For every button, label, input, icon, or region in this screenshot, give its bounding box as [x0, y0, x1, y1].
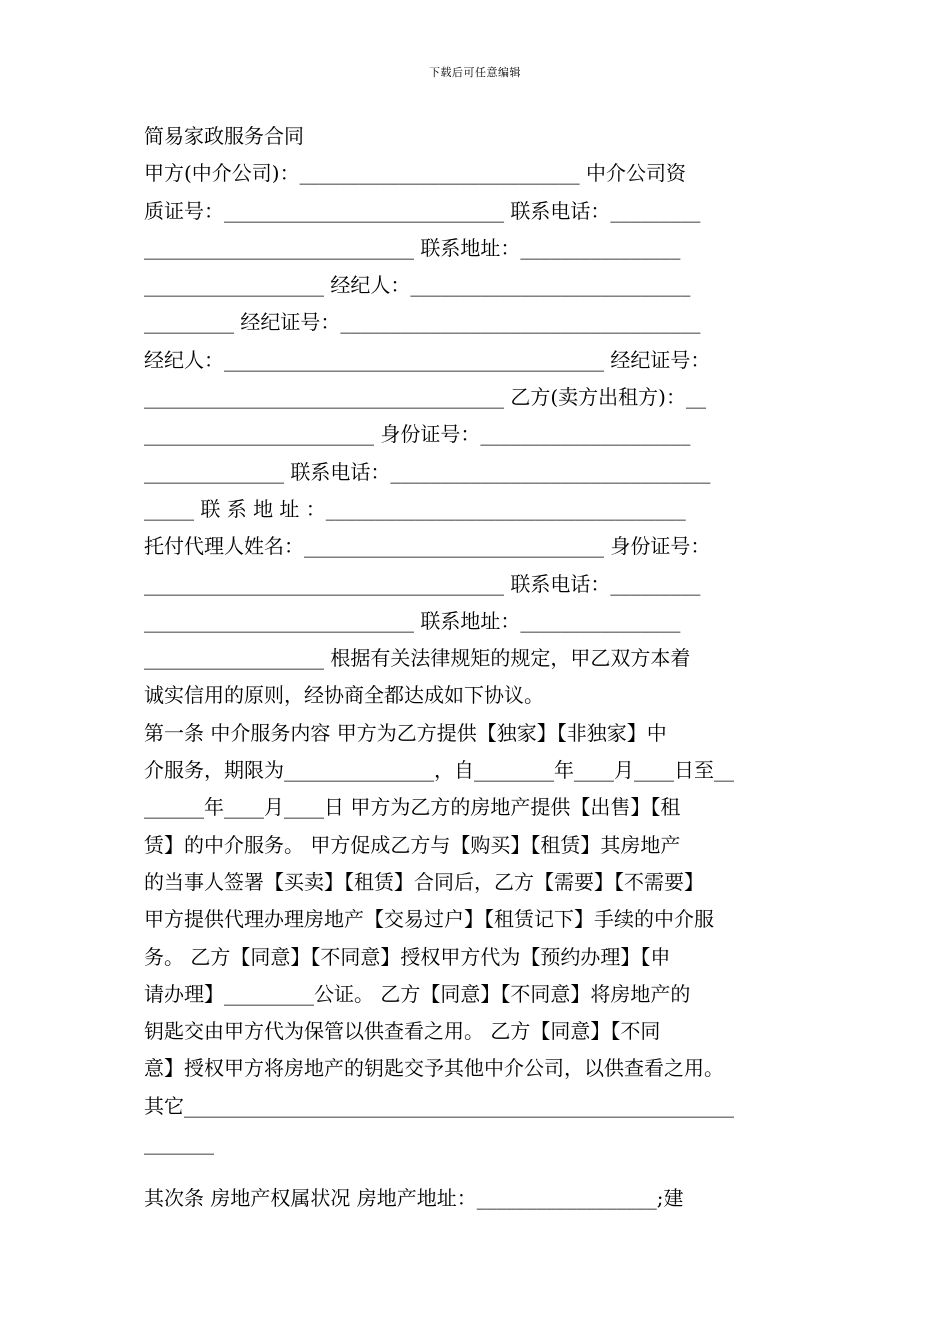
- text-line: _________ 经纪证号：____________________________________: [144, 310, 701, 335]
- text-line: 甲方提供代理办理房地产【交易过户】【租赁记下】手续的中介服: [144, 907, 714, 932]
- text-line: ___________________________ 联系地址：________________: [144, 608, 681, 633]
- text-line: ______________ 联系电话：________________________________: [144, 459, 711, 484]
- doc-title: 简易家政服务合同: [144, 124, 304, 148]
- text-line: 第一条 中介服务内容 甲方为乙方提供【独家】【非独家】中: [144, 720, 667, 745]
- text-line: 赁】的中介服务。 甲方促成乙方与【购买】【租赁】其房地产: [144, 832, 681, 857]
- text-line: 务。 乙方【同意】【不同意】授权甲方代为【预约办理】【申: [144, 944, 671, 969]
- text-line: 意】授权甲方将房地产的钥匙交予其他中介公司，以供查看之用。: [144, 1056, 724, 1081]
- text-line: 其次条 房地产权属状况 房地产地址：__________________;建: [144, 1186, 684, 1211]
- text-line: 的当事人签署【买卖】【租赁】合同后，乙方【需要】【不需要】: [144, 869, 704, 894]
- text-line: _______________________ 身份证号：_____________________: [144, 422, 691, 447]
- contract-body: [144, 118, 808, 1218]
- text-line: ___________________________ 联系地址：________________: [144, 235, 681, 260]
- text-line: 经纪人：______________________________________ 经纪证号：: [144, 347, 711, 372]
- text-line: 甲方(中介公司)：____________________________ 中介公司资: [144, 161, 686, 186]
- text-line: ____________________________________ 乙方(卖方出租方)：__: [144, 385, 706, 410]
- text-line: 其它_______________________________________________________: [144, 1093, 734, 1118]
- text-line: ____________________________________ 联系电话：_________: [144, 571, 701, 596]
- page-header: 下载后可任意编辑: [429, 66, 521, 79]
- text-line: 质证号：____________________________ 联系电话：_________: [144, 198, 701, 223]
- text-line: 钥匙交由甲方代为保管以供查看之用。 乙方【同意】【不同: [144, 1019, 661, 1044]
- text-line: 介服务，期限为_______________，自________年____月____日至__: [144, 758, 734, 783]
- text-line: __________________ 经纪人：____________________________: [144, 273, 691, 298]
- text-line: ______年____月____日 甲方为乙方的房地产提供【出售】【租: [144, 795, 681, 820]
- text-line: 托付代理人姓名：______________________________ 身份证号：: [144, 534, 711, 559]
- text-line: 诚实信用的原则，经协商全都达成如下协议。: [144, 683, 544, 708]
- text-line: _____ 联 系 地 址 ：____________________________________: [144, 496, 686, 521]
- text-line: _______: [144, 1131, 214, 1156]
- text-line: 请办理】_________公证。 乙方【同意】【不同意】将房地产的: [144, 981, 691, 1006]
- paragraph-gap: [144, 1162, 808, 1180]
- text-line: __________________ 根据有关法律规矩的规定，甲乙双方本着: [144, 646, 691, 671]
